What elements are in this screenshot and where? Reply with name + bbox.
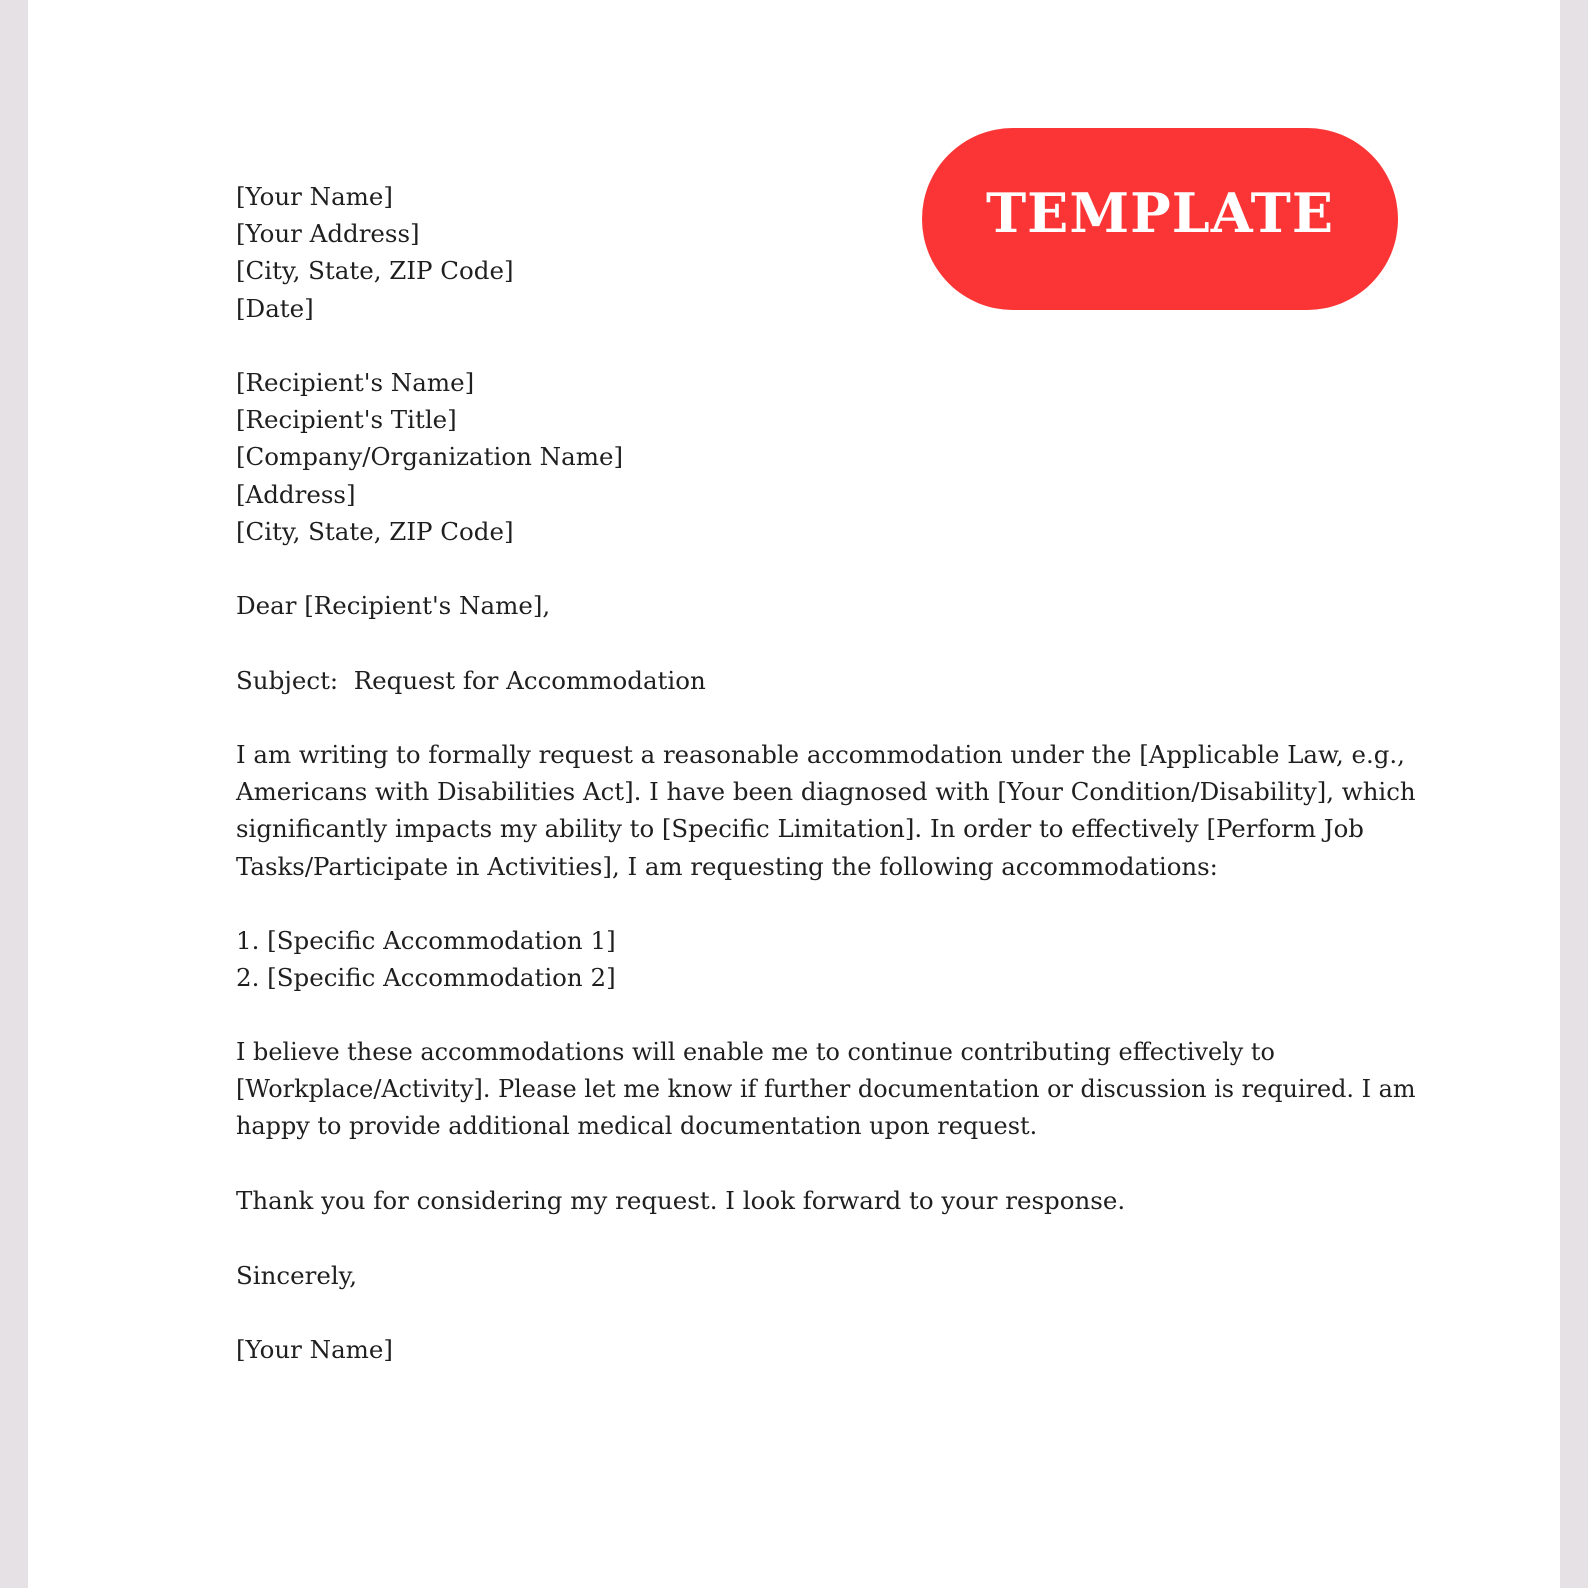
accommodation-item: 1. [Specific Accommodation 1]: [236, 925, 616, 955]
recipient-city-state-zip: [City, State, ZIP Code]: [236, 516, 514, 546]
accommodation-list: [236, 922, 1416, 996]
salutation: Dear [Recipient's Name],: [236, 591, 551, 621]
body-paragraph-3: Thank you for considering my request. I look forward to your response.: [236, 1186, 1126, 1216]
sender-date: [Date]: [236, 293, 314, 323]
recipient-company: [Company/Organization Name]: [236, 442, 623, 472]
body-paragraph-2: [236, 1034, 1416, 1146]
sender-block: [236, 178, 1416, 327]
sender-name: [Your Name]: [236, 182, 393, 211]
letter-page: [28, 0, 1560, 1588]
signature: [Your Name]: [236, 1335, 393, 1365]
template-badge-label: TEMPLATE: [986, 181, 1334, 245]
body-paragraph-1-line: significantly impacts my ability to [Specific Limitation]. In order to effectively [Perform Job: [236, 814, 1364, 844]
sender-address: [Your Address]: [236, 219, 420, 249]
closing: Sincerely,: [236, 1260, 358, 1290]
recipient-block: [236, 364, 1416, 550]
body-paragraph-1-line: Tasks/Participate in Activities], I am requesting the following accommodations:: [236, 851, 1218, 881]
body-paragraph-1-line: Americans with Disabilities Act]. I have been diagnosed with [Your Condition/Disability], which: [236, 777, 1416, 807]
recipient-address: [Address]: [236, 479, 356, 509]
recipient-name: [Recipient's Name]: [236, 368, 475, 397]
subject-line: Subject: Request for Accommodation: [236, 665, 706, 695]
body-paragraph-1: [236, 736, 1416, 885]
body-paragraph-2-line: [Workplace/Activity]. Please let me know if further documentation or discussion is required. I am: [236, 1074, 1416, 1103]
body-paragraph-1-line: I am writing to formally request a reasonable accommodation under the [Applicable Law, e.g.,: [236, 739, 1405, 769]
body-paragraph-2-line: I believe these accommodations will enable me to continue contributing effectively to: [236, 1037, 1275, 1066]
body-paragraph-2-line: happy to provide additional medical documentation upon request.: [236, 1111, 1038, 1140]
sender-city-state-zip: [City, State, ZIP Code]: [236, 256, 514, 286]
accommodation-item: 2. [Specific Accommodation 2]: [236, 963, 616, 993]
letter-body: [236, 178, 1416, 1406]
recipient-title: [Recipient's Title]: [236, 405, 457, 435]
